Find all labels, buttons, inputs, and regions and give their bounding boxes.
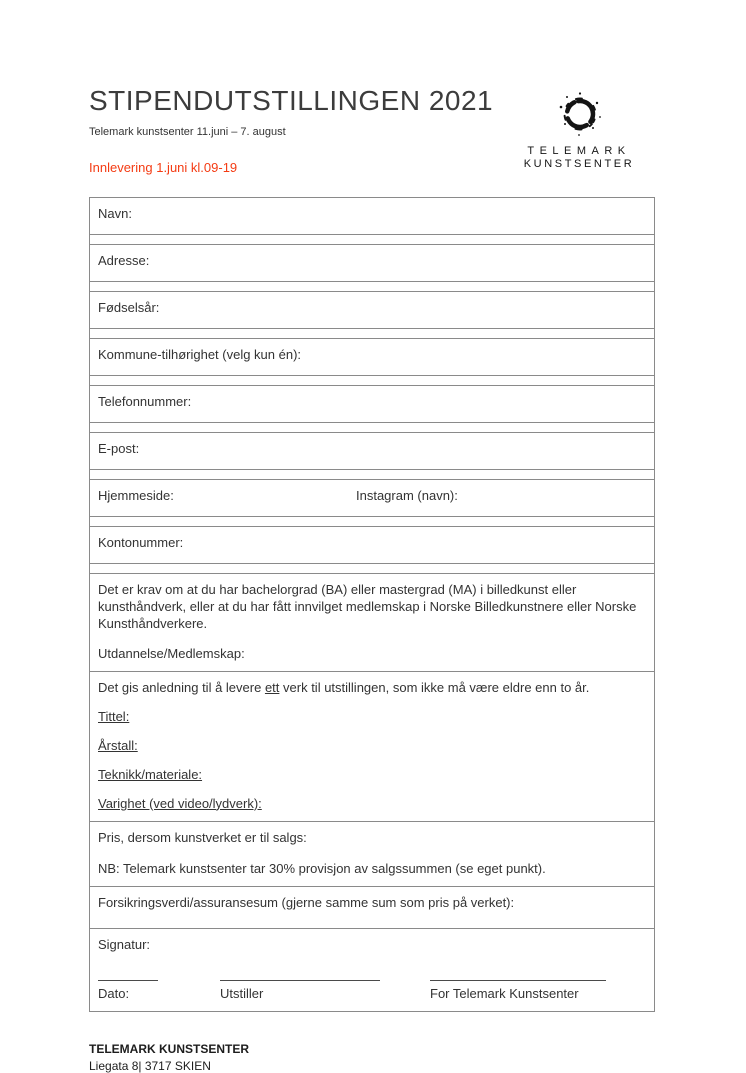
education-requirement-paragraph: Det er krav om at du har bachelorgrad (BA) eller mastergrad (MA) i billedkunst eller kunsthåndverk, eller at du har fått innvilget medlemskap i Norske Billedkunstnere eller Norske Kunsthåndverkere. [98,581,637,631]
insurance-label: Forsikringsverdi/assuransesum (gjerne samme sum som pris på verket): [98,894,515,910]
field-row-epost [90,433,654,480]
date-label: Dato: [98,985,130,1001]
price-section [90,822,654,887]
epost-write-area[interactable] [90,457,654,470]
footer [89,1042,655,1073]
kontonummer-label: Kontonummer: [98,534,184,550]
commission-note: NB: Telemark kunstsenter tar 30% provisjon av salgssummen (se eget punkt). [98,860,546,876]
education-section [90,574,654,672]
artwork-year-label: Årstall: [98,737,138,753]
field-row-telefonnummer [90,386,654,433]
artwork-section [90,672,654,822]
navn-label: Navn: [98,205,132,221]
signature-label: Signatur: [98,936,151,952]
adresse-write-area[interactable] [90,269,654,282]
field-row-kommune [90,339,654,386]
exhibitor-signature-line[interactable] [220,969,380,981]
telefonnummer-label: Telefonnummer: [98,393,192,409]
navn-write-area[interactable] [90,222,654,235]
field-row-kontonummer [90,527,654,574]
artwork-duration-label: Varighet (ved video/lydverk): [98,795,262,811]
fodselsar-label: Fødselsår: [98,299,160,315]
hjemmeside-label: Hjemmeside: [98,487,174,503]
field-row-web [90,480,654,527]
telefonnummer-write-area[interactable] [90,410,654,423]
artwork-intro [98,679,646,696]
page-subtitle: Telemark kunstsenter 11.juni – 7. august [89,125,286,138]
deadline-text: Innlevering 1.juni kl.09-19 [89,159,238,175]
education-label: Utdannelse/Medlemskap: [98,645,245,661]
application-form-table [89,197,655,1012]
epost-label: E-post: [98,440,140,456]
signature-date-column [98,969,158,1002]
artwork-intro-underlined-word: ett [264,679,280,695]
price-label: Pris, dersom kunstverket er til salgs: [98,829,307,845]
kontonummer-write-area[interactable] [90,551,654,564]
footer-address: Liegata 8| 3717 SKIEN [89,1058,211,1073]
artwork-intro-prefix: Det gis anledning til å levere [98,679,265,695]
footer-org-name: TELEMARK KUNSTSENTER [89,1041,250,1056]
instagram-label: Instagram (navn): [356,487,458,503]
artwork-title-label: Tittel: [98,708,130,724]
artwork-intro-suffix: verk til utstillingen, som ikke må være eldre enn to år. [279,679,590,695]
web-write-area[interactable] [90,504,654,517]
kunstsenter-label: For Telemark Kunstsenter [430,985,579,1001]
exhibitor-label: Utstiller [220,985,264,1001]
page-title: STIPENDUTSTILLINGEN 2021 [89,85,494,116]
field-row-navn [90,198,654,245]
signature-kunstsenter-column [430,969,606,1002]
artwork-technique-label: Teknikk/materiale: [98,766,203,782]
kommune-label: Kommune-tilhørighet (velg kun én): [98,346,302,362]
signature-section [90,929,654,1011]
signature-exhibitor-column [220,969,380,1002]
adresse-label: Adresse: [98,252,150,268]
kommune-write-area[interactable] [90,363,654,376]
logo-text-line1: TELEMARK [527,145,631,157]
kunstsenter-signature-line[interactable] [430,969,606,981]
insurance-section [90,887,654,929]
fodselsar-write-area[interactable] [90,316,654,329]
field-row-adresse [90,245,654,292]
date-signature-line[interactable] [98,969,158,981]
field-row-fodselsar [90,292,654,339]
logo-text-line2: KUNSTSENTER [523,158,635,170]
